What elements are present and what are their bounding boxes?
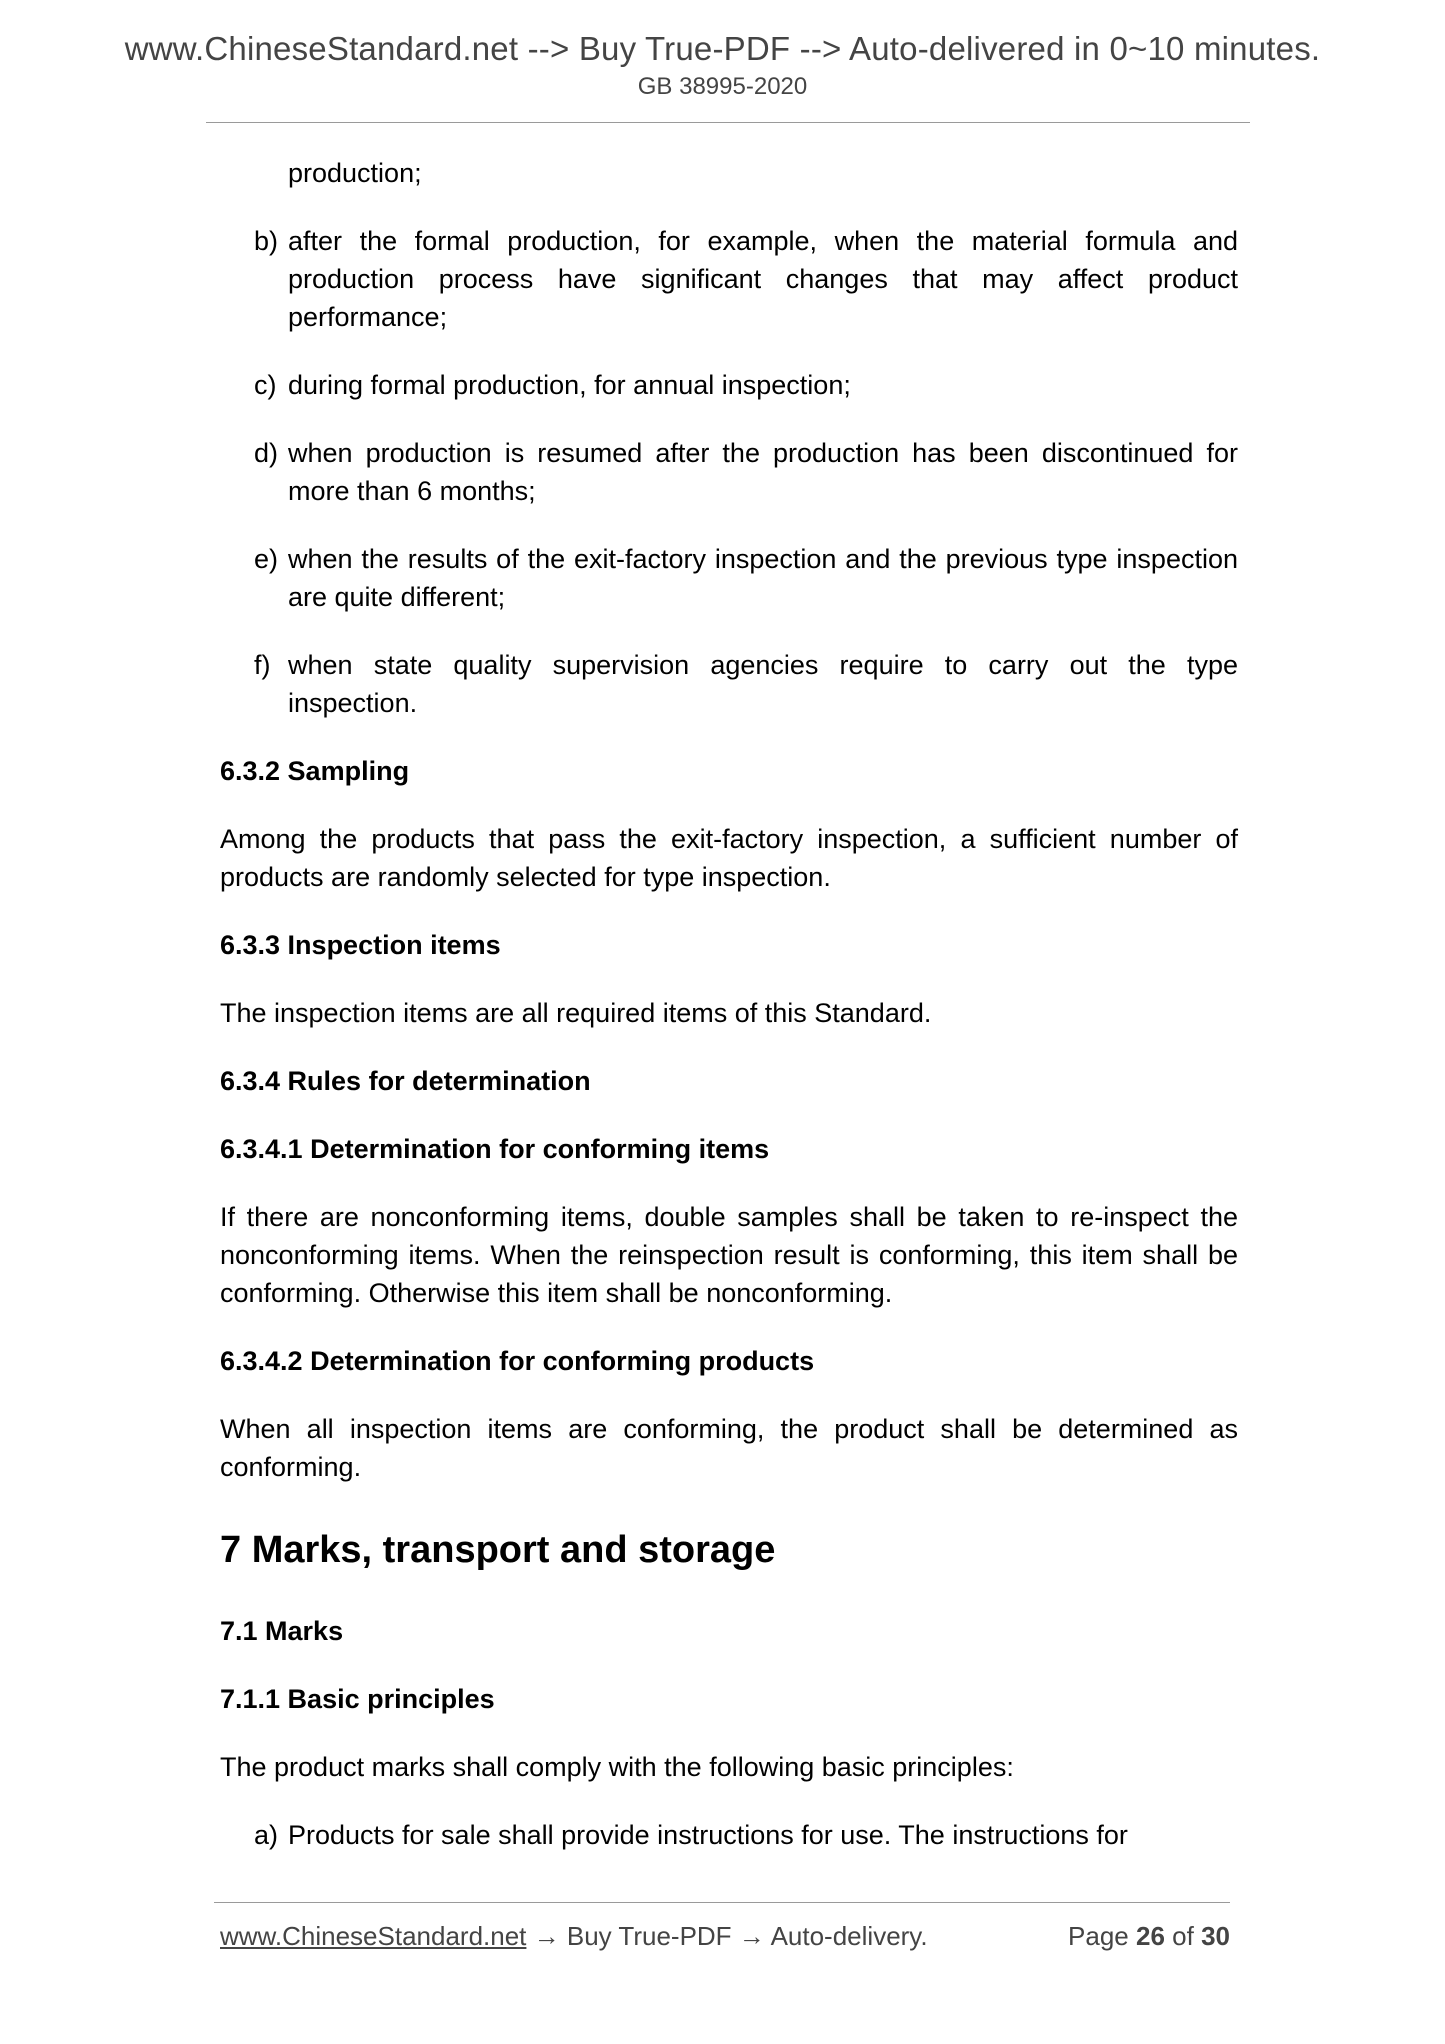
list-item-f <box>220 646 1238 722</box>
continuation-text: production; <box>288 158 422 188</box>
standard-code: GB 38995-2020 <box>637 73 808 100</box>
list-marker: c) <box>254 370 277 400</box>
list-item-text: after the formal production, for example, when the material formula and production process have significant changes that may affect product performance; <box>288 226 1238 332</box>
heading-6-3-4-1: 6.3.4.1 Determination for conforming items <box>220 1134 770 1164</box>
heading-6-3-2: 6.3.2 Sampling <box>220 756 410 786</box>
paragraph-6-3-3: The inspection items are all required items of this Standard. <box>220 998 932 1028</box>
total-pages: 30 <box>1201 1921 1230 1951</box>
header-divider <box>206 122 1250 123</box>
of-label: of <box>1172 1921 1194 1951</box>
page-label: Page <box>1068 1921 1129 1951</box>
list-marker: f) <box>254 650 271 680</box>
list-marker: a) <box>254 1820 279 1850</box>
list-item-text: Products for sale shall provide instructions for use. The instructions for <box>288 1820 1128 1850</box>
list-item-text: when state quality supervision agencies require to carry out the type inspection. <box>288 650 1238 718</box>
list-marker: e) <box>254 544 279 574</box>
list-item-text: when the results of the exit-factory inspection and the previous type inspection are quite different; <box>288 544 1238 612</box>
paragraph-6-3-4-1: If there are nonconforming items, double samples shall be taken to re-inspect the nonconforming items. When the reinspection result is conforming, this item shall be conforming. Otherwise this item shall be nonconforming. <box>220 1202 1238 1308</box>
heading-6-3-4-2: 6.3.4.2 Determination for conforming products <box>220 1346 815 1376</box>
site-link[interactable]: www.ChineseStandard.net <box>220 1921 527 1951</box>
list-item-e <box>220 540 1238 616</box>
list-item-c <box>220 366 1238 404</box>
paragraph-7-1-1: The product marks shall comply with the following basic principles: <box>220 1752 1014 1782</box>
heading-7-1-1: 7.1.1 Basic principles <box>220 1684 495 1714</box>
page-number: 26 <box>1136 1921 1165 1951</box>
list-item-text: during formal production, for annual inspection; <box>288 370 851 400</box>
paragraph-6-3-4-2: When all inspection items are conforming, the product shall be determined as conforming. <box>220 1414 1238 1482</box>
footer-promo-text: → Buy True-PDF → Auto-delivery. <box>526 1921 928 1951</box>
list-marker: b) <box>254 226 279 256</box>
heading-6-3-4: 6.3.4 Rules for determination <box>220 1066 591 1096</box>
heading-chapter-7: 7 Marks, transport and storage <box>220 1529 776 1571</box>
page-indicator <box>1068 1921 1230 1952</box>
list-item-text: when production is resumed after the production has been discontinued for more than 6 months; <box>288 438 1238 506</box>
site-banner: www.ChineseStandard.net --> Buy True-PDF --> Auto-delivered in 0~10 minutes. <box>124 30 1321 67</box>
list-item-7-1-1-a <box>220 1816 1238 1854</box>
list-marker: d) <box>254 438 279 468</box>
footer-divider <box>214 1902 1230 1903</box>
heading-6-3-3: 6.3.3 Inspection items <box>220 930 501 960</box>
page-footer <box>220 1921 1230 1957</box>
list-item-d <box>220 434 1238 510</box>
footer-promo <box>220 1921 928 1952</box>
document-body <box>220 154 1238 1884</box>
heading-7-1: 7.1 Marks <box>220 1616 344 1646</box>
list-item-b <box>220 222 1238 336</box>
paragraph-6-3-2: Among the products that pass the exit-factory inspection, a sufficient number of products are randomly selected for type inspection. <box>220 824 1238 892</box>
